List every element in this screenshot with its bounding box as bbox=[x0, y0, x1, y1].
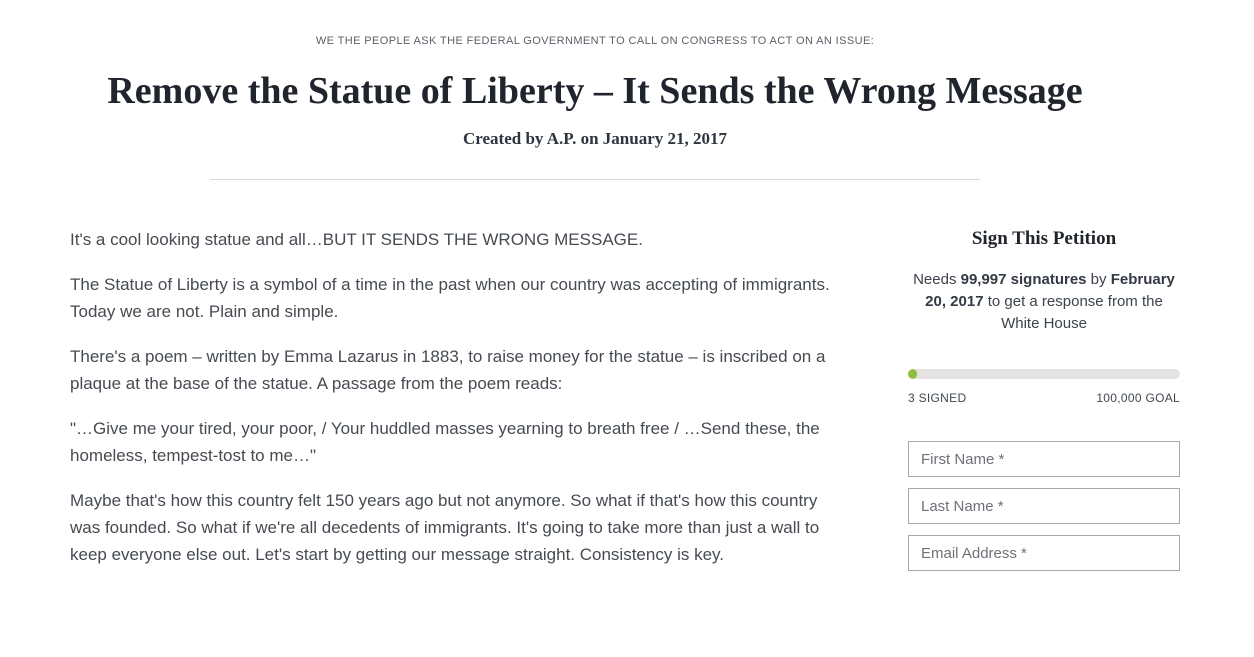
petition-text bbox=[70, 226, 845, 586]
page-title: Remove the Statue of Liberty – It Sends the Wrong Message bbox=[107, 70, 1083, 112]
signed-count-label: 3 SIGNED bbox=[908, 391, 967, 405]
petition-paragraph: The Statue of Liberty is a symbol of a time in the past when our country was accepting of immigrants. Today we are not. Plain and simple. bbox=[70, 275, 830, 321]
header-divider bbox=[210, 179, 980, 180]
petition-byline: Created by A.P. on January 21, 2017 bbox=[463, 129, 727, 148]
deadline-date: February 20, 2017 bbox=[925, 271, 1175, 310]
signature-progress-bar bbox=[908, 369, 1180, 379]
sidebar-heading: Sign This Petition bbox=[971, 228, 1117, 249]
signature-progress-fill bbox=[908, 369, 917, 379]
first-name-input[interactable] bbox=[908, 441, 1180, 477]
progress-labels bbox=[908, 391, 1180, 405]
needs-mid: by bbox=[1086, 271, 1111, 288]
petition-paragraph: "…Give me your tired, your poor, / Your huddled masses yearning to breath free / …Send these, the homeless, tempest-tost to me…" bbox=[70, 419, 820, 465]
goal-label: 100,000 GOAL bbox=[1096, 391, 1180, 405]
petition-kicker: WE THE PEOPLE ASK THE FEDERAL GOVERNMENT TO CALL ON CONGRESS TO ACT ON AN ISSUE: bbox=[315, 35, 875, 47]
petition-paragraph: It's a cool looking statue and all…BUT IT SENDS THE WRONG MESSAGE. bbox=[70, 230, 643, 249]
petition-paragraph: Maybe that's how this country felt 150 years ago but not anymore. So what if that's how this country was founded. So what if we're all decedents of immigrants. It's going to take more than just a wall to keep everyone else out. Let's start by getting our message straight. Consistency is key. bbox=[70, 491, 820, 564]
sign-petition-sidebar bbox=[908, 226, 1180, 582]
petition-header bbox=[70, 35, 1120, 180]
signature-form bbox=[908, 441, 1180, 571]
petition-paragraph: There's a poem – written by Emma Lazarus in 1883, to raise money for the statue – is inscribed on a plaque at the base of the statue. A passage from the poem reads: bbox=[70, 347, 826, 393]
signatures-count: 99,997 signatures bbox=[960, 271, 1087, 288]
last-name-input[interactable] bbox=[908, 488, 1180, 524]
email-input[interactable] bbox=[908, 535, 1180, 571]
needs-suffix: to get a response from the White House bbox=[983, 293, 1163, 332]
content-area bbox=[70, 226, 1180, 586]
signatures-needed-text bbox=[908, 269, 1180, 335]
needs-prefix: Needs bbox=[913, 271, 961, 288]
